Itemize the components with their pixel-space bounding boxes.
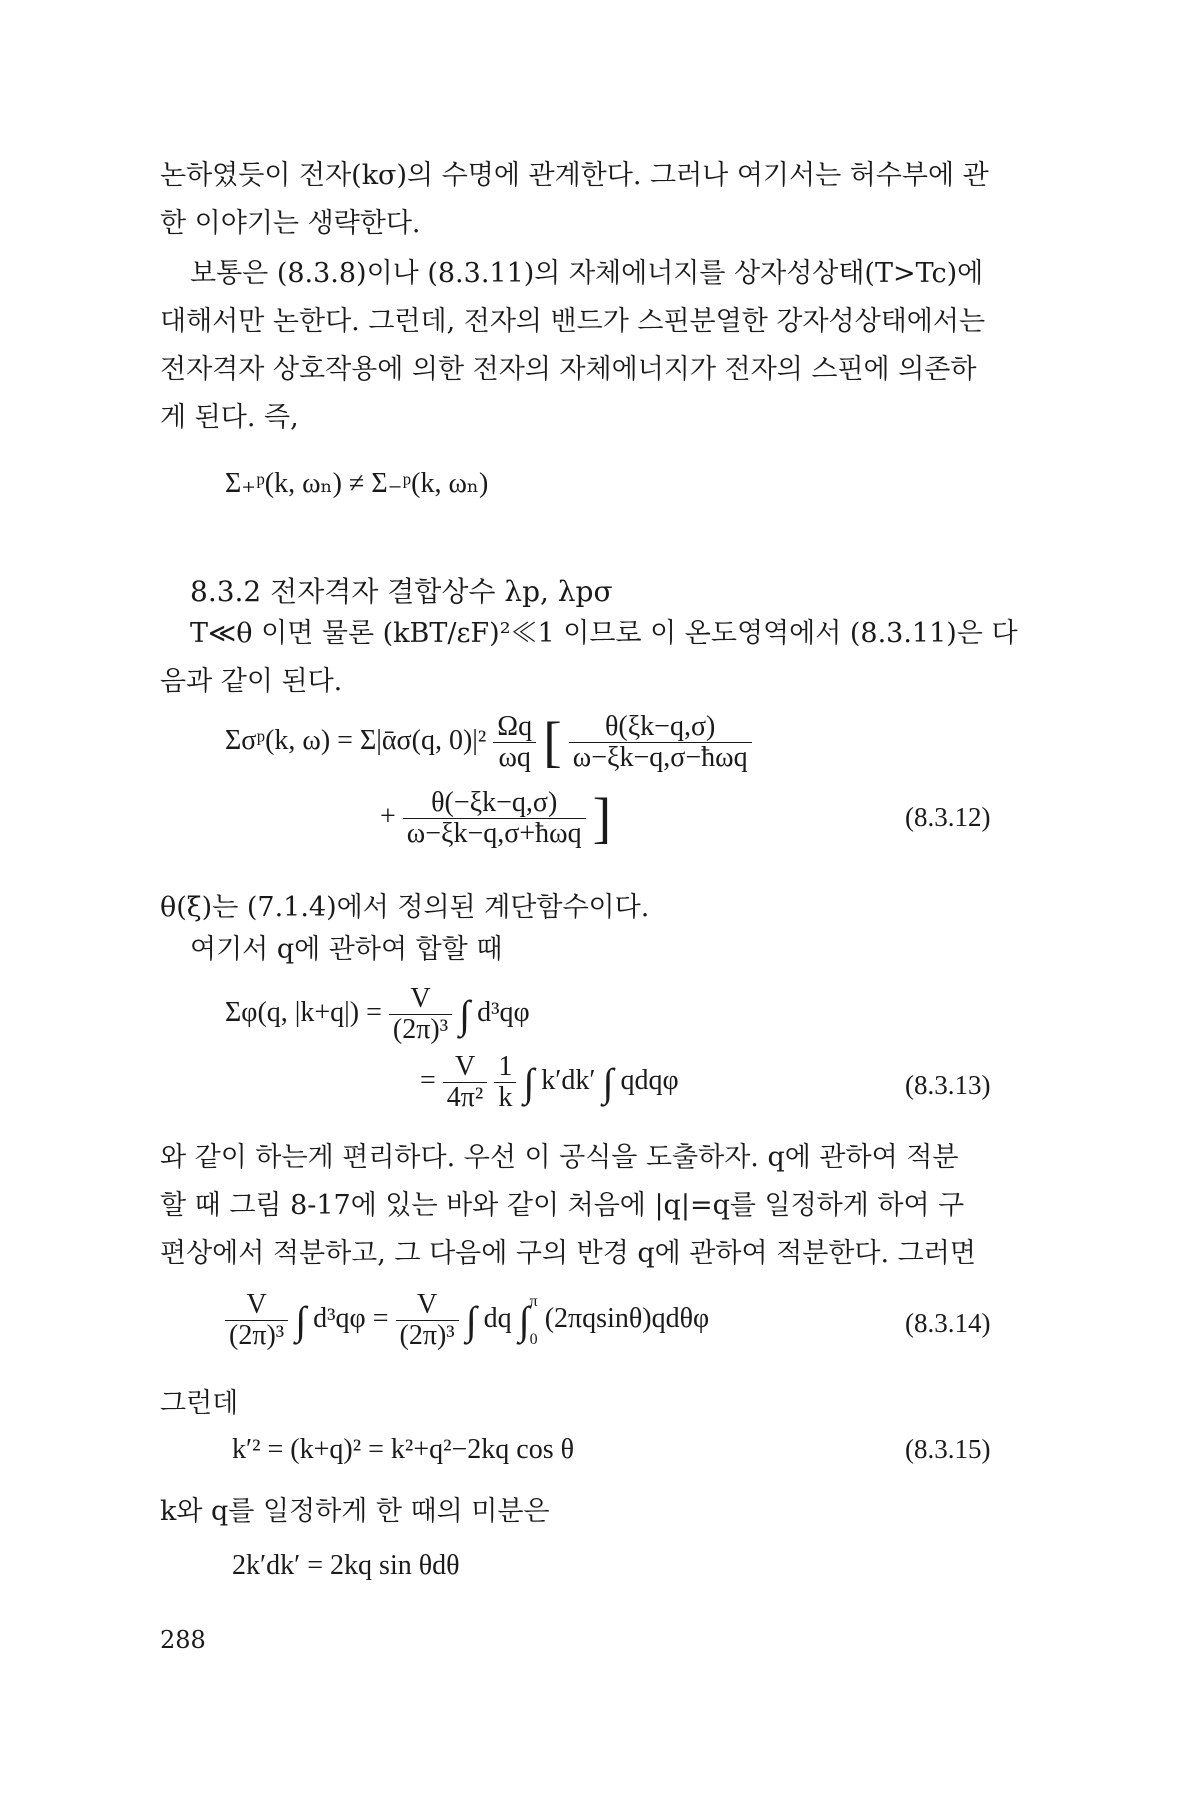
text-line: 논하였듯이 전자(kσ)의 수명에 관계한다. 그러나 여기서는 허수부에 관 [160,160,989,191]
text-line: 할 때 그림 8-17에 있는 바와 같이 처음에 |q|=q를 일정하게 하여 구 [160,1190,965,1221]
text-line: 여기서 q에 관하여 합할 때 [190,934,503,965]
e12-fraction: $\frac{\theta(\xi k-q,\sigma)}{\text{ω−ξk−q,σ−ħωq}}$ [569,712,752,773]
text-line: 한 이야기는 생략한다. [160,208,421,239]
equation-number: (8.3.13) [905,1070,991,1100]
text-line: k와 q를 일정하게 한 때의 미분은 [160,1496,550,1527]
equation-8-3-12-line1 [225,712,752,773]
integral-sign: ∫ [602,1060,614,1105]
e14-fraction: $\frac{V}{\text{(2π)³}}$ [396,1290,459,1351]
e13-fraction: $\frac{V}{\text{(2π)³}}$ [389,984,452,1045]
integral-sign: ∫ [465,1298,477,1343]
e14-fraction: $\frac{V}{\text{(2π)³}}$ [225,1290,288,1351]
right-bracket: ] [592,787,612,850]
text-line: 와 같이 하는게 편리하다. 우선 이 공식을 도출하자. q에 관하여 적분 [160,1142,959,1173]
equation-number: (8.3.12) [905,802,991,832]
left-bracket: [ [543,711,562,774]
text-line: T≪θ 이면 물론 (kBT/εF)²≪1 이므로 이 온도영역에서 (8.3.11)은 다 [190,618,1018,649]
equation-number: (8.3.15) [905,1434,991,1464]
integral-sign: ∫ [523,1060,535,1105]
e12-fraction: $\frac{\theta(-\xi k-q,\sigma)}{\text{ω−ξk−q,σ+ħωq}}$ [403,788,586,849]
e12-lhs: Σσᵖ(k, ω) = Σ|ᾱσ(q, 0)|² [225,724,487,756]
e13-fraction: $\frac{V}{\text{4π²}}$ [443,1052,488,1113]
equation-8-3-12-line2: + $\frac{\theta(-\xi k-q,\sigma)}{\text{ω−ξk−q,σ+ħωq}}$ ] [380,787,612,850]
e12-fraction: $\frac{\Omega q}{\omega q}$ [493,712,536,773]
text-line: 게 된다. 즉, [160,402,299,433]
text-line: 보통은 (8.3.8)이나 (8.3.11)의 자체에너지를 상자성상태(T>Tc)에 [190,258,984,289]
differential-equation: 2k′dk′ = 2kq sin θdθ [232,1550,460,1581]
text-line: 전자격자 상호작용에 의한 전자의 자체에너지가 전자의 스핀에 의존하 [160,354,977,385]
text-line: 편상에서 적분하고, 그 다음에 구의 반경 q에 관하여 적분한다. 그러면 [160,1238,976,1269]
text-line: 대해서만 논한다. 그런데, 전자의 밴드가 스핀분열한 강자성상태에서는 [160,306,986,337]
text-line: 그런데 [160,1388,239,1419]
section-heading: 8.3.2 전자격자 결합상수 λp, λpσ [190,575,613,608]
text-line: θ(ξ)는 (7.1.4)에서 정의된 계단함수이다. [160,892,650,923]
equation-8-3-13-line2: = $\frac{V}{\text{4π²}}$ $\frac{1}{k}$ ∫ k′dk′ ∫ qdqφ [420,1051,679,1113]
inequality-equation: Σ₊ᵖ(k, ωₙ) ≠ Σ₋ᵖ(k, ωₙ) [225,468,489,499]
integral-sign: ∫ [295,1298,307,1343]
integral-sign: ∫ [518,1298,530,1343]
equation-8-3-13-line1: Σφ(q, |k+q|) = $\frac{V}{\text{(2π)³}}$ ∫ d³qφ [225,983,530,1045]
page-number: 288 [160,1626,206,1654]
equation-number: (8.3.14) [905,1308,991,1338]
text-line: 음과 같이 된다. [160,666,343,697]
equation-8-3-14: $\frac{V}{\text{(2π)³}}$ ∫ d³qφ = $\frac{V}{\text{(2π)³}}$ ∫ dq ∫ π 0 (2πqsinθ)qdθφ [225,1290,709,1351]
integral-sign: ∫ [459,992,471,1037]
equation-8-3-15: k′² = (k+q)² = k²+q²−2kq cos θ [232,1434,575,1465]
e13-fraction: $\frac{1}{k}$ [494,1052,516,1113]
